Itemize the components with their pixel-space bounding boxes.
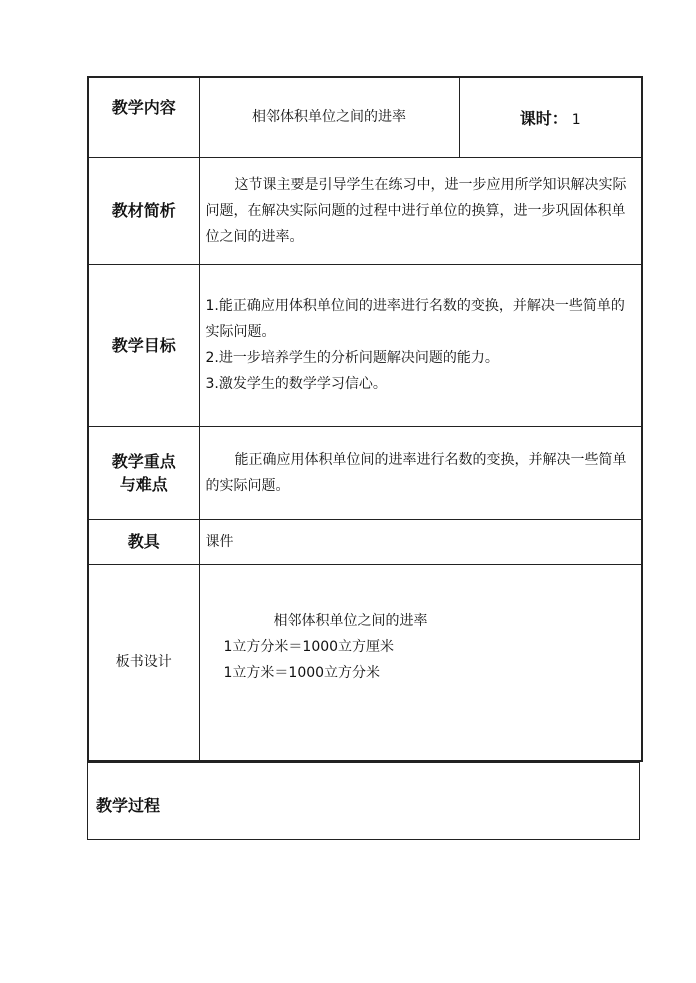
key-points-label-line1: 教学重点	[111, 451, 176, 471]
row-board-design	[88, 564, 642, 761]
board-line: 1立方米＝1000立方分米	[223, 665, 381, 682]
goal-item: 2.进一步培养学生的分析问题解决问题的能力。	[205, 350, 499, 366]
board-design-content	[199, 564, 642, 761]
lesson-plan-table	[87, 76, 643, 762]
period-value: 1	[571, 111, 581, 128]
row-teaching-content	[88, 77, 642, 157]
row-teaching-goals	[88, 264, 642, 426]
period-cell	[459, 77, 642, 157]
row-teaching-tools	[88, 519, 642, 564]
row-material-analysis	[88, 157, 642, 264]
row-key-points	[88, 426, 642, 519]
teaching-process-box	[87, 761, 640, 840]
board-line: 1立方分米＝1000立方厘米	[223, 639, 395, 656]
key-points-label-line2: 与难点	[119, 474, 168, 494]
key-points-label	[88, 426, 199, 519]
key-points-text: 能正确应用体积单位间的进率进行名数的变换，并解决一些简单的实际问题。	[199, 426, 642, 519]
teaching-goals-label: 教学目标	[88, 264, 199, 426]
material-analysis-text: 这节课主要是引导学生在练习中，进一步应用所学知识解决实际问题，在解决实际问题的过程中进行单位的换算，进一步巩固体积单位之间的进率。	[199, 157, 642, 264]
material-analysis-label: 教材简析	[88, 157, 199, 264]
teaching-tools-label: 教具	[88, 519, 199, 564]
teaching-goals-list	[199, 264, 642, 426]
goal-item: 1.能正确应用体积单位间的进率进行名数的变换，并解决一些简单的实际问题。	[205, 298, 625, 340]
period-label: 课时：	[519, 108, 568, 128]
teaching-tools-value: 课件	[199, 519, 642, 564]
teaching-content-value: 相邻体积单位之间的进率	[199, 77, 459, 157]
board-title: 相邻体积单位之间的进率	[273, 613, 428, 630]
board-design-label: 板书设计	[88, 564, 199, 761]
goal-item: 3.激发学生的数学学习信心。	[205, 376, 387, 392]
teaching-process-title: 教学过程	[96, 796, 161, 815]
teaching-content-label: 教学内容	[88, 77, 199, 157]
